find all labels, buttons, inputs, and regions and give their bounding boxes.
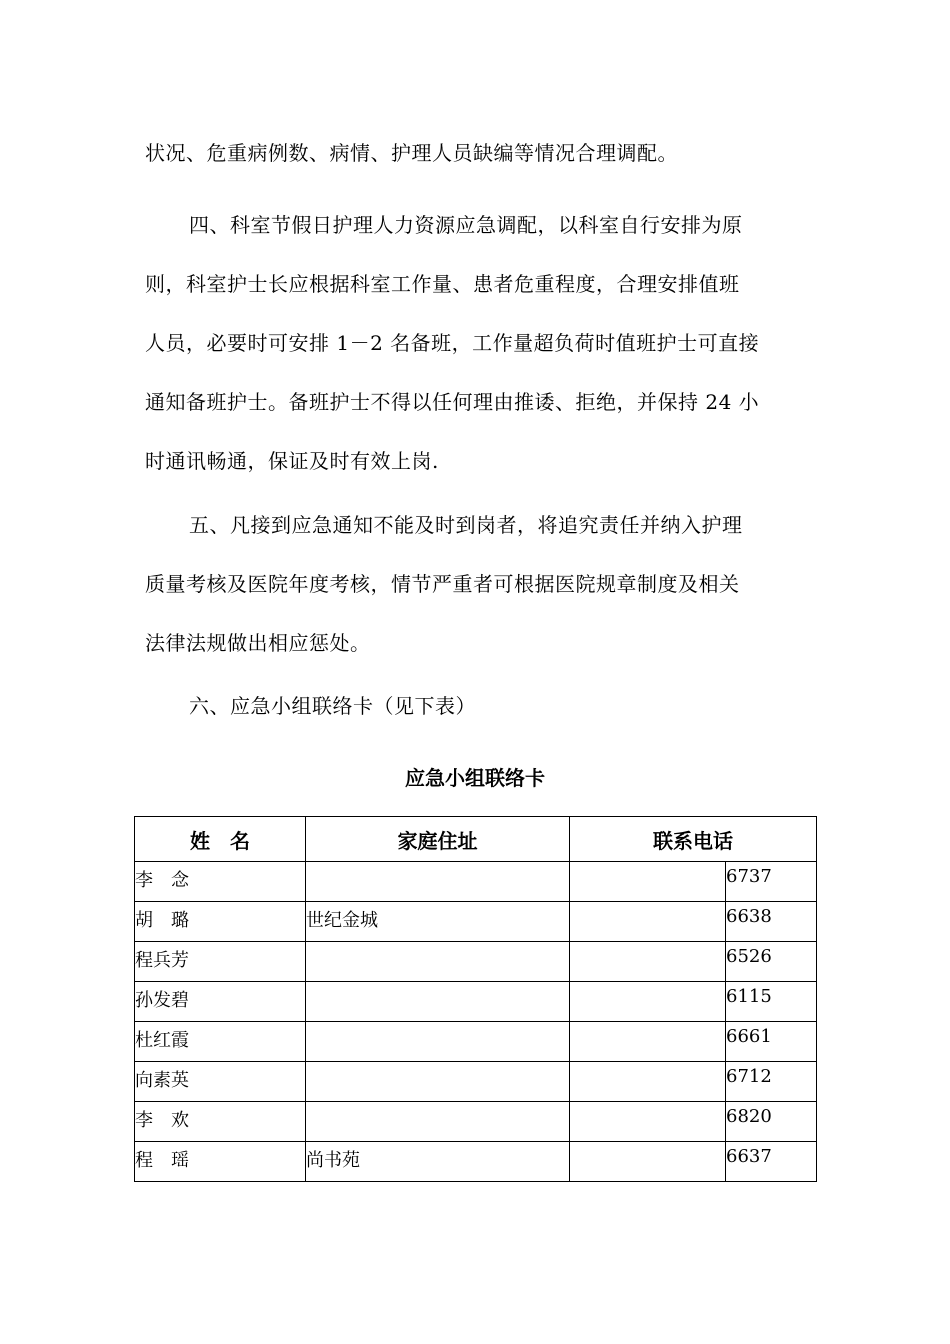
cell-blank [570, 1022, 726, 1062]
cell-blank [570, 1142, 726, 1182]
text-line: 五、凡接到应急通知不能及时到岗者，将追究责任并纳入护理 [189, 513, 743, 537]
text-line: 通知备班护士。备班护士不得以任何理由推诿、拒绝，并保持 24 小 [145, 390, 760, 414]
text-line: 质量考核及医院年度考核，情节严重者可根据医院规章制度及相关 [145, 572, 740, 596]
cell-name: 杜红霞 [135, 1022, 306, 1062]
cell-address [306, 1102, 570, 1142]
cell-name: 程兵芳 [135, 942, 306, 982]
table-row [135, 942, 817, 982]
cell-address [306, 1062, 570, 1102]
cell-address: 尚书苑 [306, 1142, 570, 1182]
cell-name: 胡 璐 [135, 902, 306, 942]
table-title: 应急小组联络卡 [405, 766, 545, 790]
text-line: 则，科室护士长应根据科室工作量、患者危重程度，合理安排值班 [145, 272, 740, 296]
cell-address [306, 942, 570, 982]
cell-phone: 6737 [726, 862, 817, 902]
cell-phone: 6638 [726, 902, 817, 942]
cell-phone: 6820 [726, 1102, 817, 1142]
cell-blank [570, 982, 726, 1022]
table-header-row [135, 817, 817, 862]
table-row [135, 1142, 817, 1182]
cell-address [306, 1022, 570, 1062]
text-line: 四、科室节假日护理人力资源应急调配，以科室自行安排为原 [189, 213, 743, 237]
cell-phone: 6637 [726, 1142, 817, 1182]
table-row [135, 1022, 817, 1062]
cell-address: 世纪金城 [306, 902, 570, 942]
table-row [135, 982, 817, 1022]
cell-phone: 6712 [726, 1062, 817, 1102]
cell-phone: 6526 [726, 942, 817, 982]
cell-name: 孙发碧 [135, 982, 306, 1022]
cell-name: 程 瑶 [135, 1142, 306, 1182]
cell-name: 李 欢 [135, 1102, 306, 1142]
header-phone: 联系电话 [570, 817, 817, 862]
cell-address [306, 862, 570, 902]
table-row [135, 1062, 817, 1102]
contact-table [134, 816, 817, 1182]
table-row [135, 902, 817, 942]
cell-blank [570, 862, 726, 902]
table-row [135, 862, 817, 902]
cell-address [306, 982, 570, 1022]
cell-phone: 6115 [726, 982, 817, 1022]
cell-phone: 6661 [726, 1022, 817, 1062]
header-name: 姓 名 [135, 817, 306, 862]
cell-name: 李 念 [135, 862, 306, 902]
text-line: 人员，必要时可安排 1－2 名备班，工作量超负荷时值班护士可直接 [145, 331, 760, 355]
cell-blank [570, 1062, 726, 1102]
cell-blank [570, 942, 726, 982]
text-line: 时通讯畅通，保证及时有效上岗. [145, 449, 439, 473]
cell-blank [570, 1102, 726, 1142]
text-line: 六、应急小组联络卡（见下表） [189, 694, 476, 718]
cell-blank [570, 902, 726, 942]
text-line: 法律法规做出相应惩处。 [145, 631, 371, 655]
text-line: 状况、危重病例数、病情、护理人员缺编等情况合理调配。 [145, 141, 678, 165]
cell-name: 向素英 [135, 1062, 306, 1102]
header-address: 家庭住址 [306, 817, 570, 862]
table-row [135, 1102, 817, 1142]
